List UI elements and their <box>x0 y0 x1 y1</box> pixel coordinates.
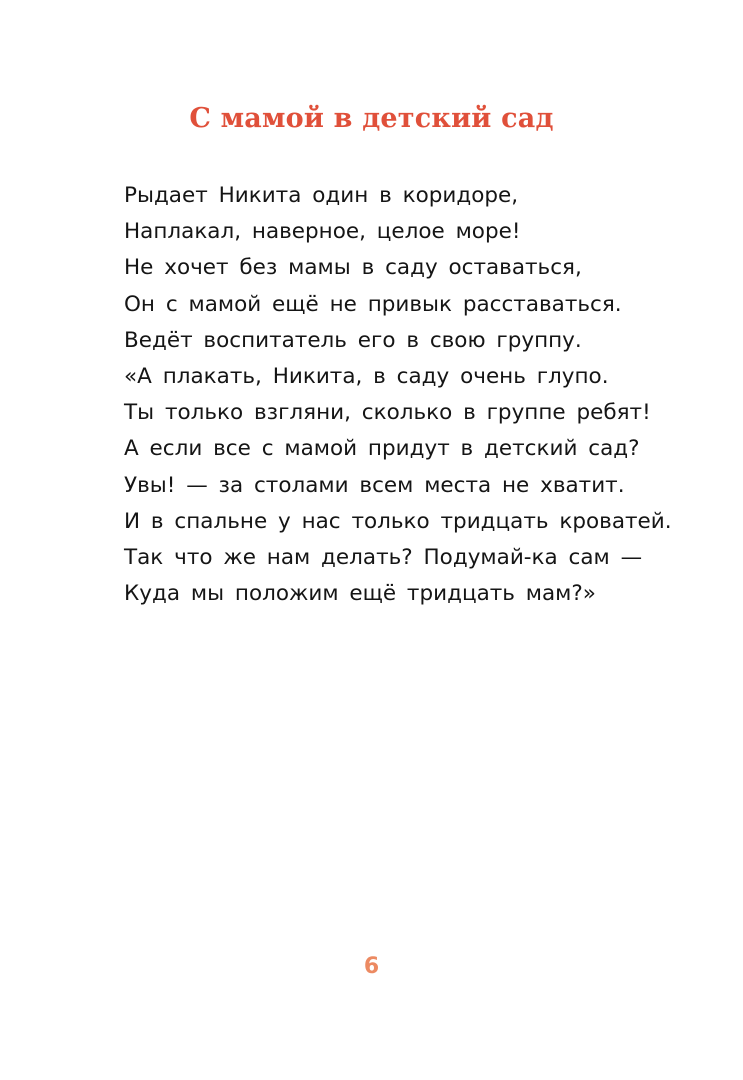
poem-line: Увы! — за столами всем места не хватит. <box>124 472 625 498</box>
poem-line: Он с мамой ещё не привык расставаться. <box>124 291 622 317</box>
poem-line: Не хочет без мамы в саду оставаться, <box>124 255 582 281</box>
poem-line: Куда мы положим ещё тридцать мам?» <box>124 581 596 607</box>
poem-line: Так что же нам делать? Подумай-ка сам — <box>124 545 643 571</box>
poem-title: С мамой в детский сад <box>189 103 554 134</box>
poem-body <box>124 178 724 612</box>
poem-line: Рыдает Никита один в коридоре, <box>124 183 519 208</box>
page-number: 6 <box>363 954 380 979</box>
poem-line: Ты только взгляни, сколько в группе ребят! <box>124 400 651 426</box>
poem-line: И в спальне у нас только тридцать кроватей. <box>124 508 672 534</box>
poem-line: Ведёт воспитатель его в свою группу. <box>124 327 582 353</box>
poem-line: А если все с мамой придут в детский сад? <box>124 436 640 462</box>
poem-line: «А плакать, Никита, в саду очень глупо. <box>124 364 609 390</box>
poem-line: Наплакал, наверное, целое море! <box>124 219 521 245</box>
